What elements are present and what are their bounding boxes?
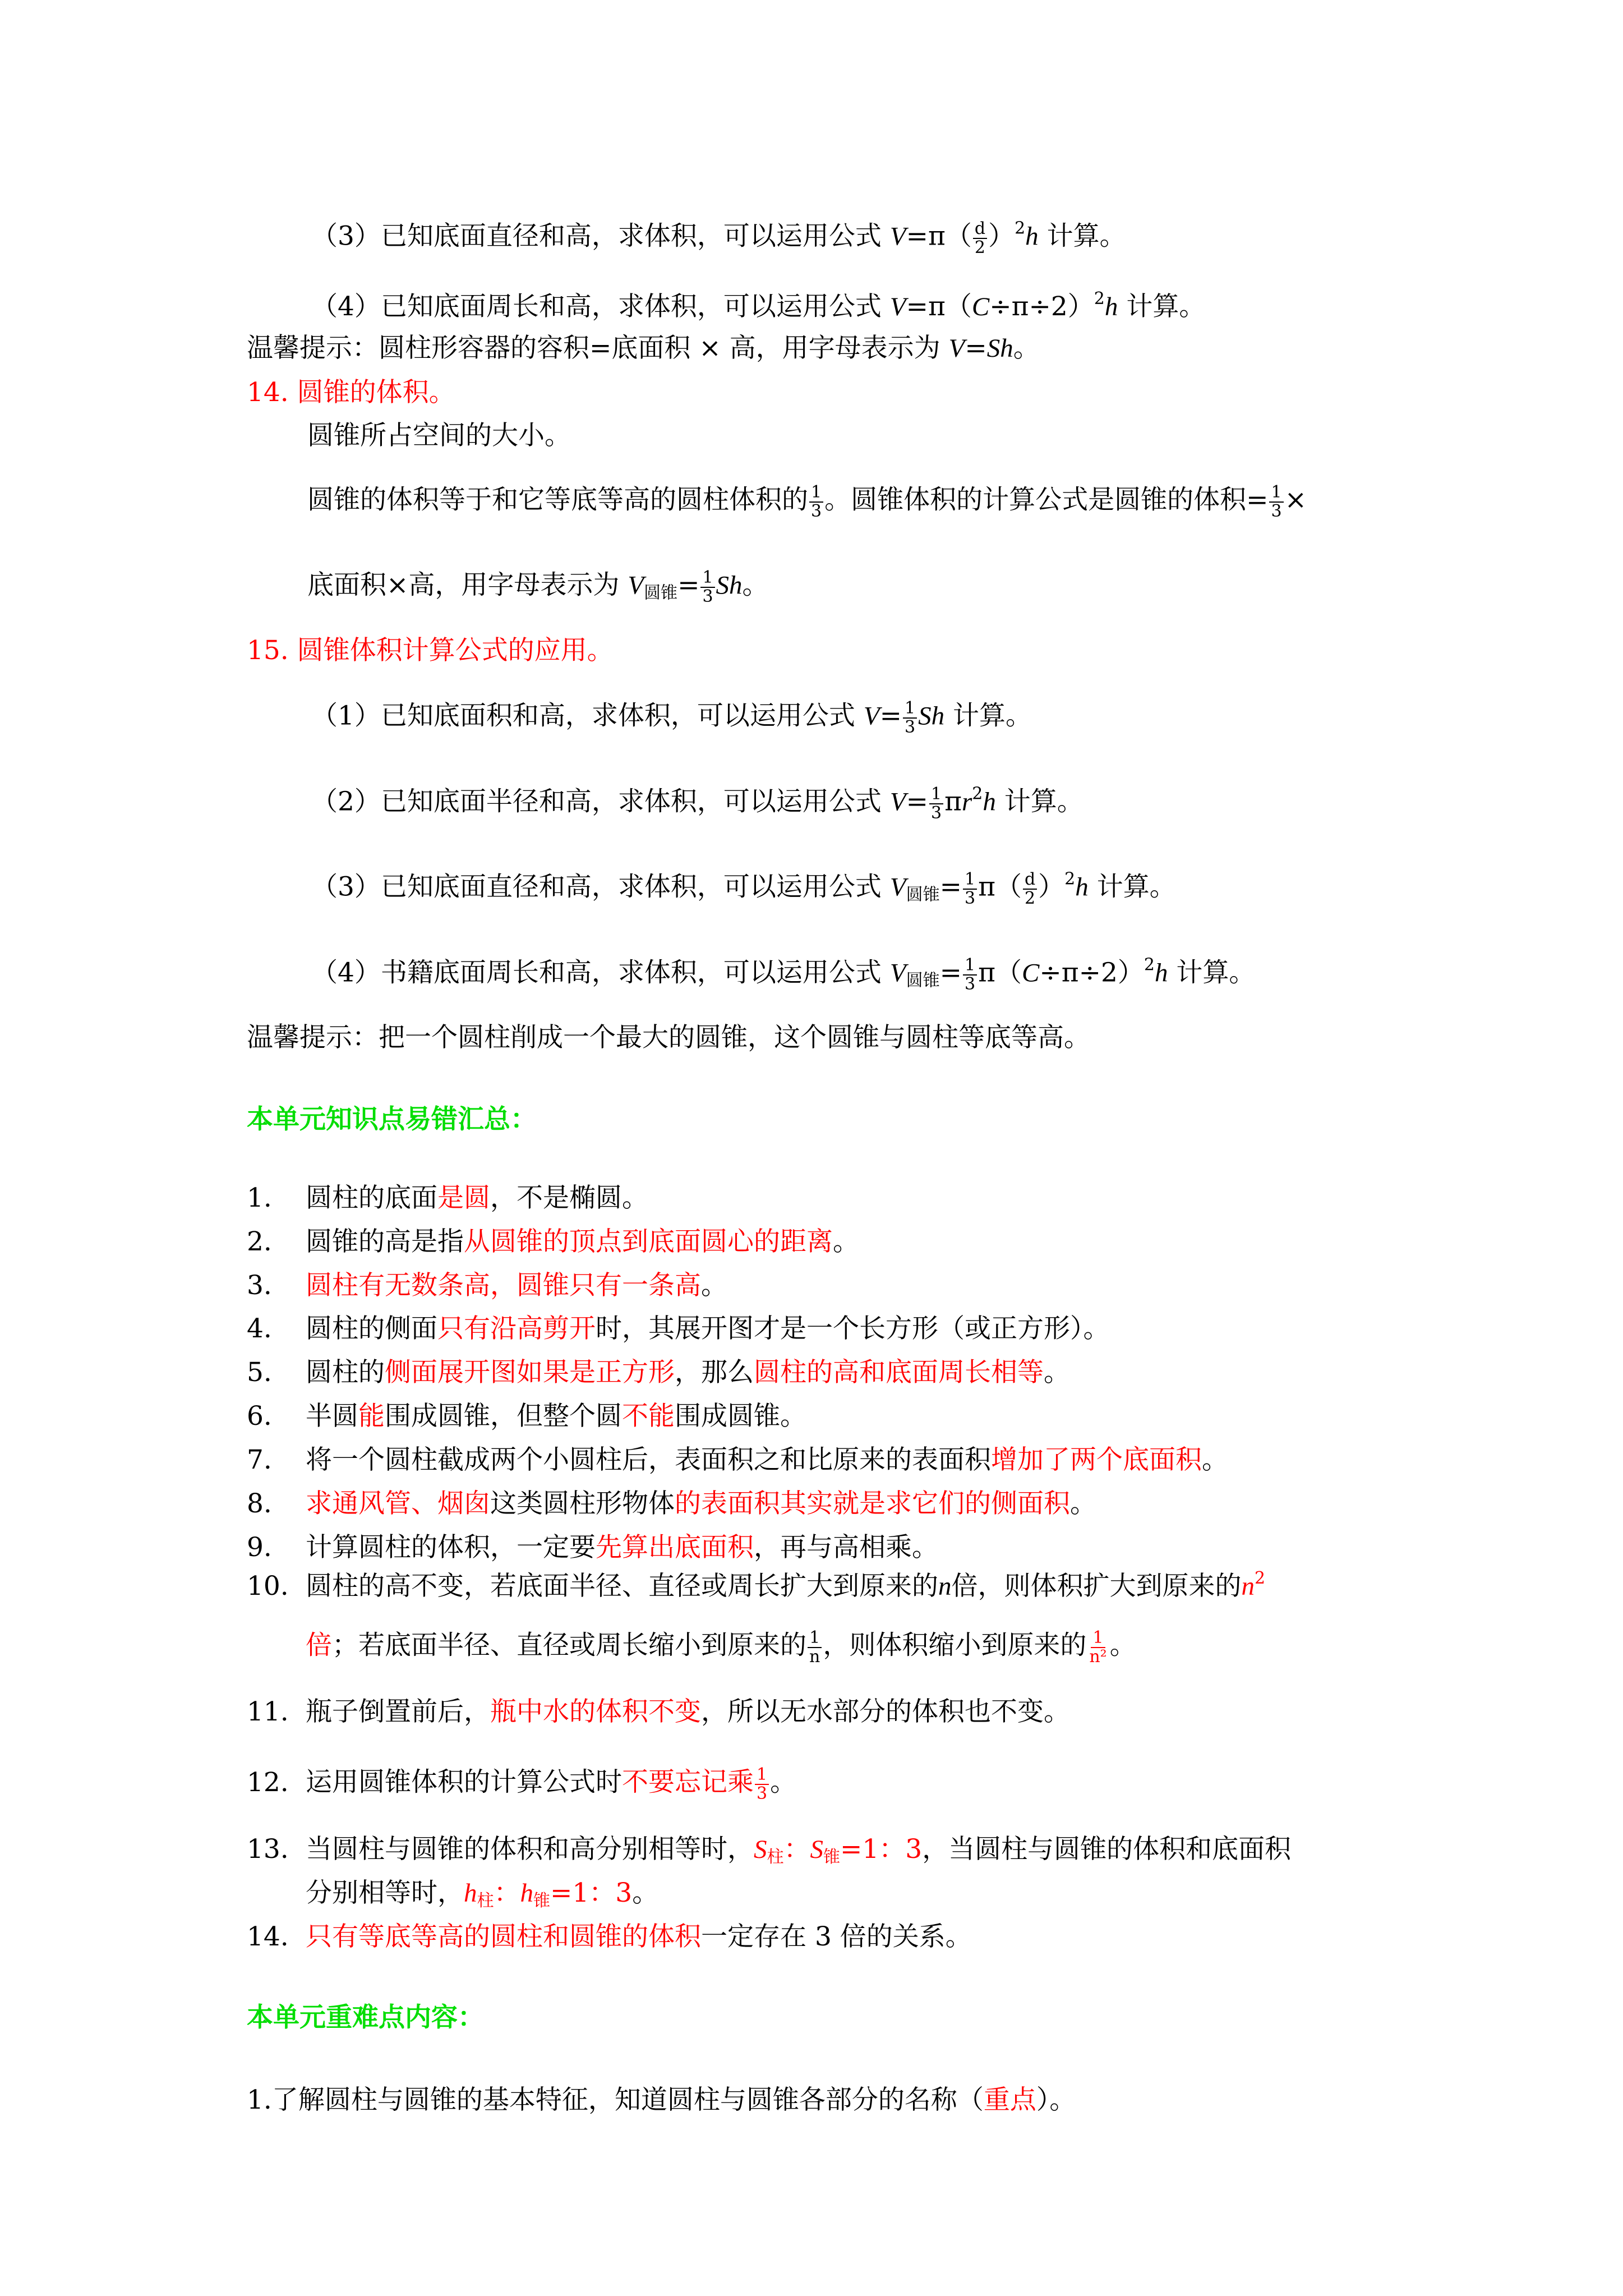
pi-symbol: π [944, 786, 962, 817]
var-sh: Sh [716, 570, 743, 600]
tip-text: 温馨提示：圆柱形容器的容积=底面积 × 高，用字母表示为 [247, 333, 940, 364]
var-c: C [971, 292, 990, 321]
item-text: 1.了解圆柱与圆锥的基本特征，知道圆柱与圆锥各部分的名称（ [247, 2085, 984, 2115]
var-h: h [1075, 872, 1089, 902]
section-15-heading: 15. 圆锥体积计算公式的应用。 [247, 635, 614, 666]
item-text: ，不是椭圆。 [490, 1182, 648, 1213]
item-text: 将一个圆柱截成两个小圆柱后，表面积之和比原来的表面积 [306, 1444, 991, 1475]
item-number: 9. [247, 1532, 272, 1563]
formula-post: 计算。 [1176, 957, 1256, 988]
formula-text: 底面积×高，用字母表示为 [307, 569, 620, 601]
var-v: V [948, 334, 965, 363]
cone-formula-diameter [311, 871, 1176, 907]
cone-volume-formula-line [307, 484, 1307, 520]
fraction-one-third: $\frac{1}{3}$ [809, 484, 823, 520]
item-text: ；若底面半径、直径或周长缩小到原来的 [332, 1630, 806, 1661]
highlight-text: 圆柱有无数条高，圆锥只有一条高 [306, 1270, 701, 1301]
formula-text: （4）已知底面周长和高，求体积，可以运用公式 [311, 291, 882, 322]
var-v: V [889, 872, 906, 902]
formula-mid: ÷π÷2） [1039, 957, 1144, 988]
item-text: 。 [833, 1226, 859, 1257]
var-h: h [1025, 222, 1039, 251]
exponent: 2 [1064, 869, 1076, 889]
cylinder-formula-circumference [311, 291, 1205, 320]
formula-mid: 。圆锥体积的计算公式是圆锥的体积= [824, 484, 1269, 516]
exponent: 2 [972, 784, 983, 804]
ratio-expression: $S_柱$：$S_锥=1$：3 [754, 1834, 923, 1867]
item-text: 半圆 [306, 1401, 358, 1432]
formula-eq: = [965, 333, 987, 364]
formula-end: 。 [742, 569, 769, 601]
cylinder-formula-diameter [311, 220, 1126, 256]
formula-eq: = [939, 871, 962, 903]
var-h: h [983, 787, 996, 817]
fraction-d-over-2: $\frac{d}{2}$ [1023, 871, 1037, 907]
formula-eq: = [906, 786, 928, 817]
item-end: 。 [632, 1878, 659, 1908]
formula-post: 计算。 [1126, 291, 1206, 322]
item-text: 倍，则体积扩大到原来的 [951, 1571, 1242, 1602]
formula-post: 计算。 [1004, 786, 1083, 817]
formula-post: 计算。 [1096, 871, 1176, 903]
var-v: V [863, 701, 880, 731]
item-text: 。 [1044, 1357, 1070, 1388]
highlight-text: 从圆锥的顶点到底面圆心的距离 [464, 1226, 833, 1257]
error-item [247, 1490, 1096, 1517]
item-text: 围成圆锥。 [675, 1401, 806, 1432]
error-item-10-continued [306, 1629, 1136, 1665]
fraction-one-third: $\frac{1}{3}$ [700, 569, 714, 605]
formula-close: ） [1038, 871, 1065, 903]
item-text: 圆柱的高不变，若底面半径、直径或周长扩大到原来的 [306, 1571, 938, 1602]
highlight-text: 先算出底面积 [596, 1532, 754, 1563]
formula-mid: ÷π÷2） [989, 291, 1094, 322]
highlight-text: 重点 [983, 2085, 1036, 2115]
highlight-text: 求通风管、烟囱 [306, 1488, 490, 1519]
item-number: 7. [247, 1444, 272, 1475]
exponent: 2 [1094, 289, 1105, 309]
var-n: n [938, 1572, 952, 1601]
error-item [247, 1182, 648, 1213]
item-text: ，则体积缩小到原来的 [823, 1630, 1087, 1661]
item-number: 6. [247, 1401, 272, 1432]
formula-text: （2）已知底面半径和高，求体积，可以运用公式 [311, 786, 882, 817]
formula-eq: = [939, 957, 962, 988]
highlight-text: 的表面积其实就是求它们的侧面积 [675, 1488, 1070, 1519]
highlight-text: 能 [358, 1401, 385, 1432]
var-v: V [889, 958, 906, 988]
item-text: ，当圆柱与圆锥的体积和底面积 [922, 1834, 1292, 1865]
item-end: 。 [1109, 1630, 1136, 1661]
var-sh: Sh [918, 701, 945, 731]
formula-text: 圆锥的体积等于和它等底等高的圆柱体积的 [307, 484, 808, 516]
var-n-red: n [1241, 1572, 1255, 1601]
formula-eq: =π（ [906, 291, 972, 322]
item-number: 2. [247, 1226, 272, 1257]
error-item [247, 1272, 727, 1299]
error-item [247, 1444, 1228, 1475]
error-item-13-continued [306, 1880, 658, 1910]
error-item [247, 1534, 938, 1561]
highlight-text: 圆柱的高和底面周长相等 [754, 1357, 1044, 1388]
item-text: 围成圆锥，但整个圆 [385, 1401, 622, 1432]
error-item-14 [247, 1921, 972, 1952]
formula-end: 。 [1013, 333, 1040, 364]
cylinder-capacity-tip [247, 335, 1040, 362]
keypoint-item-1 [247, 2087, 1076, 2113]
item-text: 分别相等时， [306, 1878, 464, 1908]
section-14-heading: 14. 圆锥的体积。 [247, 377, 455, 408]
item-text: 计算圆柱的体积，一定要 [306, 1532, 596, 1563]
item-number: 10. [247, 1571, 289, 1602]
item-number: 12. [247, 1766, 289, 1798]
fraction-d-over-2: $\frac{d}{2}$ [973, 220, 987, 256]
var-h: h [1154, 958, 1168, 988]
item-text: 一定存在 3 倍的关系。 [701, 1921, 972, 1952]
cone-cut-tip: 温馨提示：把一个圆柱削成一个最大的圆锥，这个圆锥与圆柱等底等高。 [247, 1022, 1090, 1053]
item-number: 4. [247, 1313, 272, 1344]
item-text: 运用圆锥体积的计算公式时 [306, 1766, 622, 1798]
formula-close: ） [988, 220, 1015, 252]
item-text: 。 [701, 1270, 727, 1301]
highlight-text: 不能 [622, 1401, 675, 1432]
subscript: 圆锥 [906, 885, 940, 905]
error-item-11 [247, 1696, 1070, 1727]
formula-eq: = [677, 569, 700, 601]
item-text: ）。 [1036, 2085, 1076, 2115]
var-v: V [889, 292, 906, 321]
item-number: 8. [247, 1488, 272, 1519]
fraction-one-third: $\frac{1}{3}$ [903, 700, 917, 736]
var-c: C [1021, 958, 1040, 988]
item-number: 3. [247, 1270, 272, 1301]
var-r: r [961, 787, 972, 817]
item-text: ，所以无水部分的体积也不变。 [701, 1696, 1070, 1727]
item-text: 当圆柱与圆锥的体积和高分别相等时， [306, 1834, 754, 1865]
pi-symbol: π（ [978, 871, 1022, 903]
highlight-text: 倍 [306, 1630, 332, 1661]
keypoints-heading: 本单元重难点内容： [247, 2002, 484, 2033]
exponent: 2 [1015, 218, 1026, 238]
error-item-13 [247, 1836, 1291, 1866]
item-text: 瓶子倒置前后， [306, 1696, 490, 1727]
var-v: V [889, 787, 906, 817]
pi-symbol: π（ [978, 957, 1022, 988]
formula-text: （3）已知底面直径和高，求体积，可以运用公式 [311, 871, 882, 903]
cone-formula-radius [311, 785, 1083, 822]
highlight-text: 瓶中水的体积不变 [490, 1696, 701, 1727]
exponent: 2 [1144, 955, 1155, 975]
fraction-one-third: $\frac{1}{3}$ [963, 871, 977, 907]
formula-text: （1）已知底面积和高，求体积，可以运用公式 [311, 700, 855, 731]
formula-post: 计算。 [1046, 220, 1126, 252]
item-end: 。 [770, 1766, 797, 1798]
var-v: V [628, 570, 644, 600]
error-item [247, 1315, 1110, 1342]
fraction-one-third: $\frac{1}{3}$ [963, 956, 977, 993]
fraction-one-third: $\frac{1}{3}$ [1269, 484, 1283, 520]
item-number: 14. [247, 1921, 289, 1952]
error-item [247, 1359, 1070, 1386]
item-text: 圆柱的底面 [306, 1182, 437, 1213]
item-text: 。 [1202, 1444, 1228, 1475]
cone-formula-circumference [311, 956, 1255, 993]
error-item [247, 1228, 859, 1255]
highlight-text: 是圆 [437, 1182, 490, 1213]
fraction-one-over-n: $\frac{1}{n}$ [808, 1629, 822, 1665]
formula-text: （4）书籍底面周长和高，求体积，可以运用公式 [311, 957, 882, 988]
ratio-expression: $h_柱$：$h_锥=1$：3 [464, 1878, 633, 1911]
formula-end: × [1284, 484, 1307, 516]
item-number: 5. [247, 1357, 272, 1388]
highlight-text: 只有沿高剪开 [437, 1313, 596, 1344]
fraction-one-over-n-squared: $\frac{1}{\text{n²}}$ [1089, 1628, 1107, 1667]
fraction-one-third: $\frac{1}{3}$ [929, 785, 943, 822]
var-v: V [889, 222, 906, 251]
item-text: ，那么 [675, 1357, 754, 1388]
item-text: 这类圆柱形物体 [490, 1488, 675, 1519]
item-text: 圆柱的 [306, 1357, 385, 1388]
errors-heading: 本单元知识点易错汇总： [247, 1104, 537, 1135]
fraction-one-third: $\frac{1}{3}$ [755, 1766, 769, 1802]
cone-volume-letter-form [307, 569, 769, 605]
highlight-text: 增加了两个底面积 [991, 1444, 1202, 1475]
highlight-text: 不要忘记乘 [622, 1766, 754, 1798]
formula-post: 计算。 [953, 700, 1032, 731]
cone-formula-base-area [311, 700, 1032, 736]
error-item-10 [247, 1570, 1265, 1600]
item-number: 1. [247, 1182, 272, 1213]
error-item [247, 1401, 806, 1432]
item-text: 。 [1070, 1488, 1096, 1519]
error-item-12 [247, 1766, 796, 1802]
item-text: 圆柱的侧面 [306, 1313, 437, 1344]
item-text: 圆锥的高是指 [306, 1226, 464, 1257]
item-text: ，再与高相乘。 [754, 1532, 938, 1563]
formula-text: （3）已知底面直径和高，求体积，可以运用公式 [311, 220, 882, 252]
formula-eq: = [879, 700, 902, 731]
var-h: h [1104, 292, 1118, 321]
exponent: 2 [1255, 1568, 1266, 1588]
var-sh: Sh [986, 334, 1013, 363]
item-number: 13. [247, 1834, 289, 1865]
item-number: 11. [247, 1696, 289, 1727]
cone-volume-definition: 圆锥所占空间的大小。 [307, 420, 571, 451]
highlight-text: 只有等底等高的圆柱和圆锥的体积 [306, 1921, 701, 1952]
subscript: 圆锥 [644, 583, 678, 603]
subscript: 圆锥 [906, 970, 940, 991]
highlight-text: 侧面展开图如果是正方形 [385, 1357, 675, 1388]
item-text: 时，其展开图才是一个长方形（或正方形）。 [596, 1313, 1110, 1344]
formula-eq: =π（ [906, 220, 972, 252]
